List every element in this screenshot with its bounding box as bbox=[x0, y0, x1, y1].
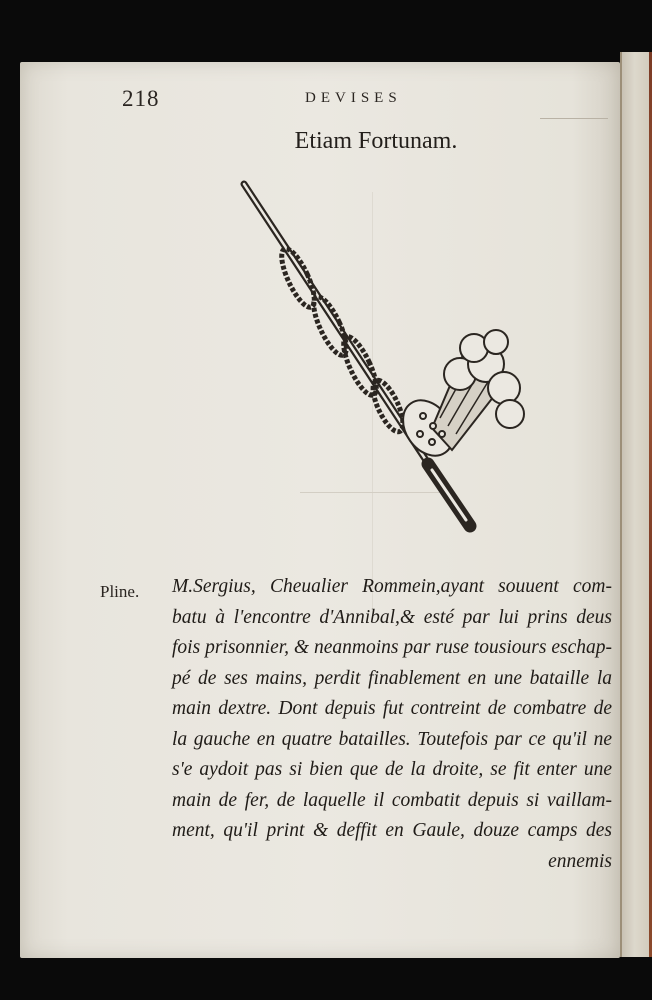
text-line: ennemis bbox=[548, 850, 612, 872]
text-line: la gauche en quatre batailles. Toutefois par ce qu'il ne bbox=[172, 728, 612, 750]
text-line: pé de ses mains, perdit finablement en une bataille la bbox=[172, 667, 612, 689]
page-number: 218 bbox=[122, 86, 160, 111]
text-line: fois prisonnier, & neanmoins par ruse tousiours eschap- bbox=[172, 637, 612, 658]
body-paragraph bbox=[172, 572, 612, 877]
adjacent-page-edge bbox=[620, 52, 652, 957]
book-page bbox=[20, 62, 620, 958]
motto-title: Etiam Fortunam. bbox=[294, 128, 458, 154]
text-line: ment, qu'il print & deffit en Gaule, douze camps des bbox=[172, 820, 612, 841]
text-line: batu à l'encontre d'Annibal,& esté par lui prins deus bbox=[172, 606, 612, 628]
header-rule bbox=[540, 118, 608, 119]
hand-holding-laureled-spear-icon bbox=[228, 178, 528, 538]
text-line: main de fer, de laquelle il combatit depuis si vaillam- bbox=[172, 789, 612, 811]
text-line: M.Sergius, Cheualier Rommein,ayant souuent com- bbox=[172, 576, 612, 597]
running-head: DEVISES bbox=[305, 90, 402, 106]
text-line: s'e aydoit pas si bien que de la droite, se fit enter une bbox=[172, 759, 612, 780]
text-line: main dextre. Dont depuis fut contreint de combatre de bbox=[172, 698, 612, 719]
margin-note: Pline. bbox=[100, 582, 140, 601]
